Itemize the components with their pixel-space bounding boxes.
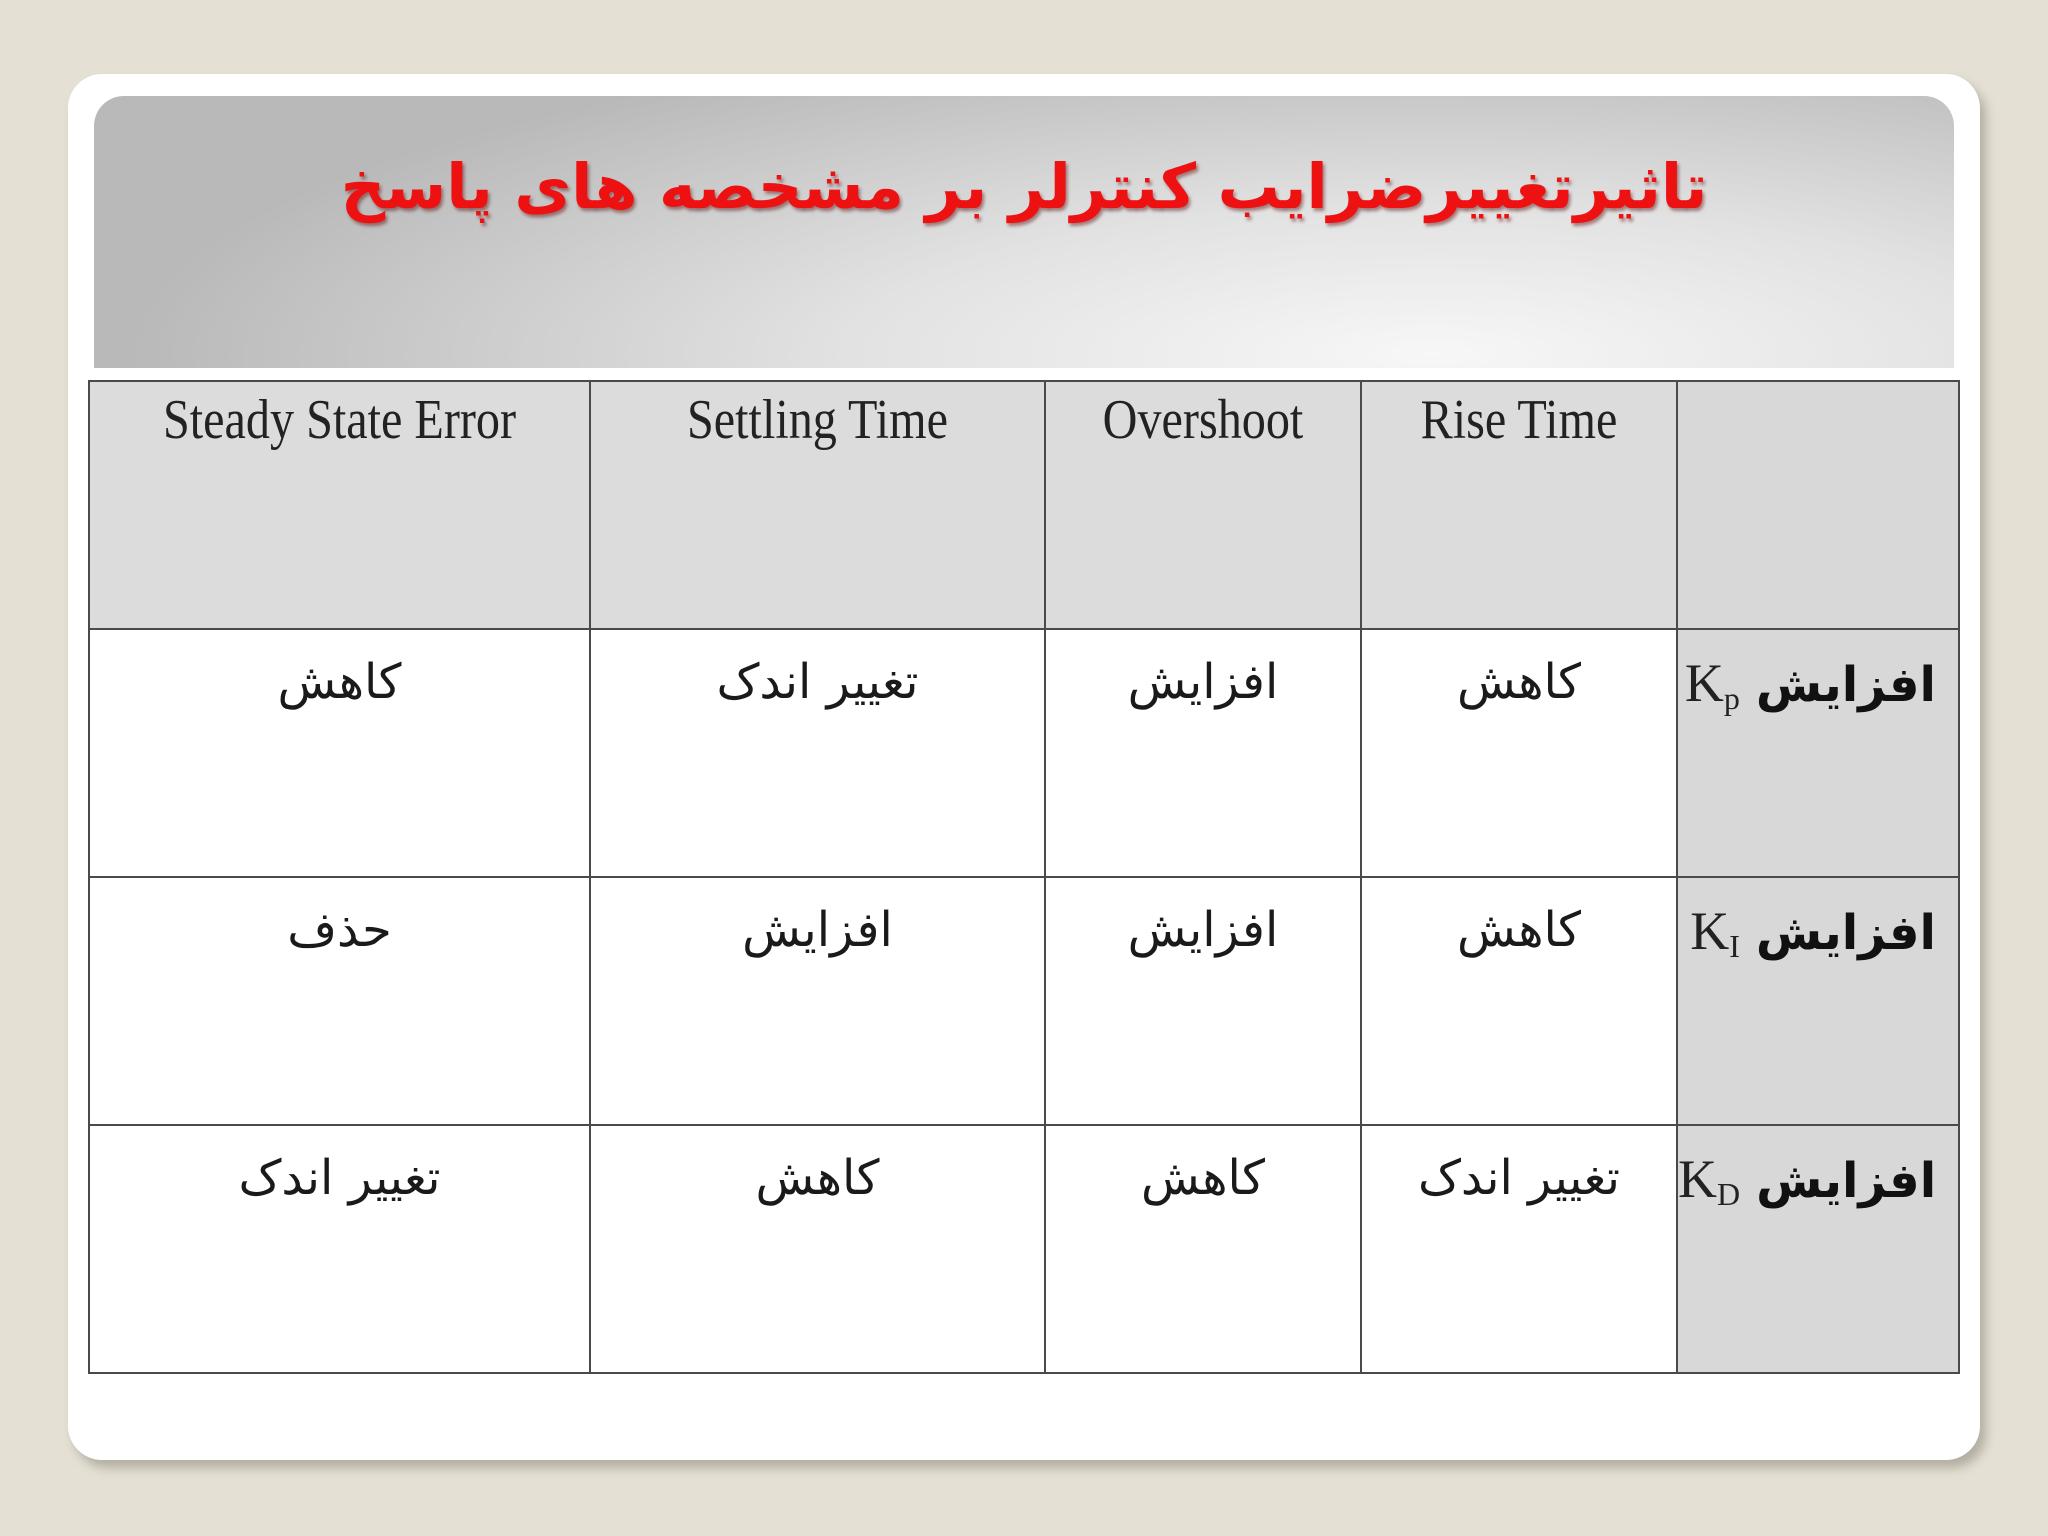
- header-corner-cell: [1677, 381, 1959, 629]
- cell-text: افزایش: [742, 902, 893, 958]
- table-row-kp: [89, 629, 1959, 877]
- cell-text: تغییر اندک: [716, 654, 919, 710]
- increase-word: افزایش: [1756, 1153, 1937, 1209]
- gain-subscript: D: [1717, 1176, 1741, 1212]
- table-cell: [1361, 877, 1677, 1125]
- cell-text: تغییر اندک: [1417, 1150, 1621, 1206]
- increase-word: افزایش: [1755, 905, 1936, 961]
- effects-table: [88, 380, 1960, 1374]
- row-header-label: [1678, 900, 1958, 965]
- cell-text: کاهش: [1457, 654, 1581, 710]
- table-cell: [590, 1125, 1045, 1373]
- cell-text: کاهش: [277, 654, 402, 710]
- table-cell: [590, 629, 1045, 877]
- table-cell: [89, 877, 590, 1125]
- table-cell: [89, 629, 590, 877]
- gain-subscript: I: [1729, 928, 1740, 964]
- table-cell: [1045, 629, 1361, 877]
- cell-text: کاهش: [1141, 1150, 1265, 1206]
- cell-text: افزایش: [1127, 902, 1279, 958]
- header-cell: [89, 381, 590, 629]
- header-cell: [1045, 381, 1361, 629]
- gain-symbol: K: [1690, 901, 1730, 961]
- table-header-row: [89, 381, 1959, 629]
- gain-symbol: K: [1678, 1149, 1717, 1209]
- slide-title: تاثیرتغییرضرایب کنترلر بر مشخصه های پاسخ: [340, 150, 1708, 223]
- gain-symbol: K: [1684, 653, 1724, 713]
- header-cell: [590, 381, 1045, 629]
- title-banner: [94, 96, 1954, 368]
- table-cell: [1361, 1125, 1677, 1373]
- row-header-label: [1678, 1148, 1958, 1213]
- header-steady-state-error: Steady State Error: [162, 389, 517, 451]
- row-header-kd: [1677, 1125, 1959, 1373]
- header-settling-time: Settling Time: [687, 389, 948, 451]
- increase-word: افزایش: [1755, 657, 1936, 713]
- cell-text: کاهش: [1457, 902, 1581, 958]
- cell-text: کاهش: [755, 1150, 880, 1206]
- cell-text: حذف: [287, 902, 392, 958]
- cell-text: تغییر اندک: [238, 1150, 441, 1206]
- table-cell: [1045, 1125, 1361, 1373]
- gain-subscript: p: [1723, 680, 1740, 716]
- row-header-ki: [1677, 877, 1959, 1125]
- cell-text: افزایش: [1127, 654, 1279, 710]
- header-cell: [1361, 381, 1677, 629]
- table-cell: [590, 877, 1045, 1125]
- header-overshoot: Overshoot: [1102, 389, 1304, 451]
- row-header-kp: [1677, 629, 1959, 877]
- table-cell: [1045, 877, 1361, 1125]
- header-rise-time: Rise Time: [1420, 389, 1618, 451]
- table-row-kd: [89, 1125, 1959, 1373]
- table-row-ki: [89, 877, 1959, 1125]
- table-cell: [1361, 629, 1677, 877]
- row-header-label: [1678, 652, 1958, 717]
- table-cell: [89, 1125, 590, 1373]
